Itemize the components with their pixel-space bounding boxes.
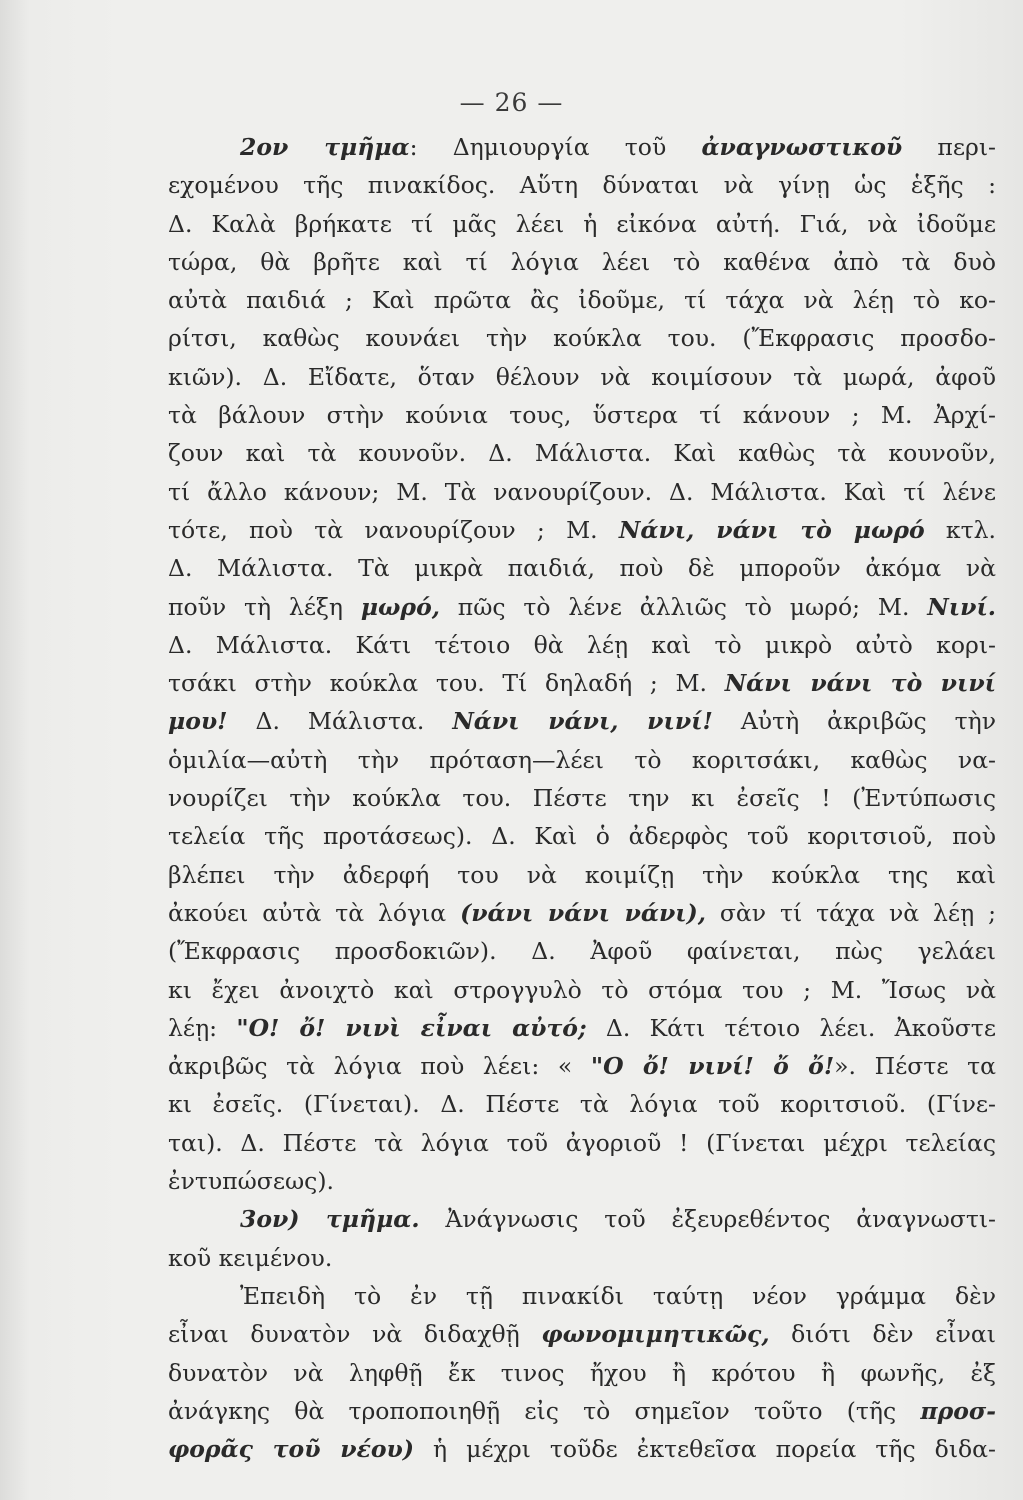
text-line xyxy=(168,205,996,243)
text-run: τελεία τῆς προτάσεως). Δ. Καὶ ὁ ἀδερφὸς τοῦ κοριτσιοῦ, ποὺ xyxy=(168,822,996,851)
text-line xyxy=(168,626,996,664)
text-line xyxy=(168,856,996,894)
emphasized-text: 2ον τμῆμα xyxy=(240,133,410,161)
text-line xyxy=(168,971,996,1009)
text-line xyxy=(168,128,996,166)
text-line xyxy=(168,166,996,204)
text-line xyxy=(168,1009,996,1047)
emphasized-text: Νάνι, νάνι τὸ μωρό xyxy=(618,515,925,544)
text-run: τώρα, θὰ βρῆτε καὶ τί λόγια λέει τὸ καθένα ἀπὸ τὰ δυὸ xyxy=(168,247,996,276)
text-line xyxy=(168,473,996,511)
text-line xyxy=(168,434,996,472)
text-run: ἐντυπώσεως). xyxy=(168,1167,334,1196)
emphasized-text: 3ον) τμῆμα. xyxy=(240,1205,420,1234)
text-run: Δ. Μάλιστα. Τὰ μικρὰ παιδιά, ποὺ δὲ μποροῦν ἀκόμα νὰ xyxy=(168,554,996,583)
text-line xyxy=(168,1354,996,1392)
text-run: ἀκριβῶς τὰ λόγια ποὺ λέει: « xyxy=(168,1052,591,1081)
text-line xyxy=(168,1277,996,1315)
text-line xyxy=(168,1124,996,1162)
emphasized-text: "Ο! ὄ! νινὶ εἶναι αὐτό; xyxy=(236,1013,587,1042)
text-run: εἶναι δυνατὸν νὰ διδαχθῇ xyxy=(168,1320,542,1349)
emphasized-text: Νινί. xyxy=(927,592,996,621)
text-run: ται). Δ. Πέστε τὰ λόγια τοῦ ἀγοριοῦ ! (Γίνεται μέχρι τελείας xyxy=(168,1128,996,1157)
text-run: τσάκι στὴν κούκλα του. Τί δηλαδή ; Μ. xyxy=(168,669,725,698)
text-line xyxy=(168,243,996,281)
text-run: κιῶν). Δ. Εἴδατε, ὅταν θέλουν νὰ κοιμίσουν τὰ μωρά, ἀφοῦ xyxy=(168,362,996,391)
text-run: διότι δὲν εἶναι xyxy=(769,1320,996,1349)
page-number: — 26 — xyxy=(459,88,564,117)
text-run: ὁμιλία—αὐτὴ τὴν πρόταση—λέει τὸ κοριτσάκι, καθὼς να- xyxy=(168,745,996,774)
page-body-text xyxy=(168,128,996,1468)
text-run: ». Πέστε τα xyxy=(834,1052,996,1081)
text-run: κτλ. xyxy=(924,515,996,544)
text-run: τί ἄλλο κάνουν; Μ. Τὰ νανουρίζουν. Δ. Μάλιστα. Καὶ τί λένε xyxy=(168,477,996,506)
text-line xyxy=(168,817,996,855)
text-run: ρίτσι, καθὼς κουνάει τὴν κούκλα του. (Ἔκφρασις προσδο- xyxy=(168,324,996,353)
text-run: λέῃ: xyxy=(168,1013,237,1042)
text-run: περι- xyxy=(902,133,996,161)
text-line xyxy=(168,1239,996,1277)
emphasized-text: ἀναγνωστικοῦ xyxy=(701,133,903,161)
text-run: τότε, ποὺ τὰ νανουρίζουν ; Μ. xyxy=(168,515,619,544)
text-line xyxy=(168,1047,996,1085)
emphasized-text: φωνομιμητικῶς, xyxy=(541,1320,770,1349)
emphasized-text: προσ- xyxy=(920,1396,996,1425)
text-line xyxy=(168,511,996,549)
text-run: κι ἔχει ἀνοιχτὸ καὶ στρογγυλὸ τὸ στόμα του ; Μ. Ἴσως νὰ xyxy=(168,975,996,1004)
text-run: κι ἐσεῖς. (Γίνεται). Δ. Πέστε τὰ λόγια τοῦ κοριτσιοῦ. (Γίνε- xyxy=(168,1090,996,1119)
text-run: βλέπει τὴν ἀδερφή του νὰ κοιμίζῃ τὴν κούκλα της καὶ xyxy=(168,860,996,889)
text-run: Δ. Κάτι τέτοιο λέει. Ἀκοῦστε xyxy=(586,1013,996,1042)
text-run: ἡ μέχρι τοῦδε ἐκτεθεῖσα πορεία τῆς διδα- xyxy=(413,1435,996,1464)
text-line xyxy=(168,1085,996,1123)
text-run: ἀνάγκης θὰ τροποποιηθῇ εἰς τὸ σημεῖον τοῦτο (τῆς xyxy=(168,1396,921,1425)
text-line xyxy=(168,1315,996,1353)
text-run: Δ. Μάλιστα. Κάτι τέτοιο θὰ λέῃ καὶ τὸ μικρὸ αὐτὸ κορι- xyxy=(168,630,996,659)
text-run: αὐτὰ παιδιά ; Καὶ πρῶτα ἂς ἰδοῦμε, τί τάχα νὰ λέῃ τὸ κο- xyxy=(168,286,996,315)
emphasized-text: "Ο ὄ! νινί! ὄ ὄ! xyxy=(590,1052,835,1081)
emphasized-text: Νάνι νάνι τὸ νινί xyxy=(724,669,997,698)
text-line xyxy=(168,396,996,434)
text-run: : Δημιουργία τοῦ xyxy=(409,133,702,161)
text-line xyxy=(168,281,996,319)
text-run: (Ἔκφρασις προσδοκιῶν). Δ. Ἀφοῦ φαίνεται, πὼς γελάει xyxy=(168,937,996,966)
emphasized-text: Νάνι νάνι, νινί! xyxy=(452,707,713,736)
text-line xyxy=(168,1392,996,1430)
text-run: δυνατὸν νὰ ληφθῇ ἔκ τινος ἤχου ἢ κρότου ἢ φωνῆς, ἐξ xyxy=(168,1358,996,1387)
text-line xyxy=(168,702,996,740)
text-line xyxy=(168,319,996,357)
text-run: ζουν καὶ τὰ κουνοῦν. Δ. Μάλιστα. Καὶ καθὼς τὰ κουνοῦν, xyxy=(168,439,996,468)
text-run: νουρίζει τὴν κούκλα του. Πέστε την κι ἐσεῖς ! (Ἐντύπωσις xyxy=(168,784,996,813)
text-run: Δ. Μάλιστα. xyxy=(227,707,453,736)
emphasized-text: φορᾶς τοῦ νέου) xyxy=(168,1435,414,1464)
text-line xyxy=(168,894,996,932)
text-run: σὰν τί τάχα νὰ λέῃ ; xyxy=(705,898,996,927)
emphasized-text: (νάνι νάνι νάνι), xyxy=(460,898,706,927)
text-line xyxy=(168,358,996,396)
text-run: πῶς τὸ λένε ἀλλιῶς τὸ μωρό; Μ. xyxy=(439,592,928,621)
text-run: ἀκούει αὐτὰ τὰ λόγια xyxy=(168,898,461,927)
text-line xyxy=(168,741,996,779)
emphasized-text: μωρό, xyxy=(360,592,440,621)
text-run: Δ. Καλὰ βρήκατε τί μᾶς λέει ἡ εἰκόνα αὐτή. Γιά, νὰ ἰδοῦμε xyxy=(168,209,996,238)
emphasized-text: μου! xyxy=(168,707,228,736)
text-run: Αὐτὴ ἀκριβῶς τὴν xyxy=(712,707,996,736)
text-line xyxy=(168,549,996,587)
text-run: κοῦ κειμένου. xyxy=(168,1243,333,1272)
text-line xyxy=(168,779,996,817)
text-run: Ἀνάγνωσις τοῦ ἐξευρεθέντος ἀναγνωστι- xyxy=(419,1205,996,1234)
text-line xyxy=(168,588,996,626)
text-line xyxy=(168,664,996,702)
text-run: ποῦν τὴ λέξη xyxy=(168,592,361,621)
text-line xyxy=(168,1430,996,1468)
text-run: τὰ βάλουν στὴν κούνια τους, ὕστερα τί κάνουν ; Μ. Ἀρχί- xyxy=(168,401,996,430)
text-line xyxy=(168,932,996,970)
text-run: εχομένου τῆς πινακίδος. Αὕτη δύναται νὰ γίνῃ ὡς ἑξῆς : xyxy=(168,171,996,200)
text-run: Ἐπειδὴ τὸ ἐν τῇ πινακίδι ταύτῃ νέον γράμμα δὲν xyxy=(240,1281,996,1310)
text-line xyxy=(168,1162,996,1200)
text-line xyxy=(168,1200,996,1238)
